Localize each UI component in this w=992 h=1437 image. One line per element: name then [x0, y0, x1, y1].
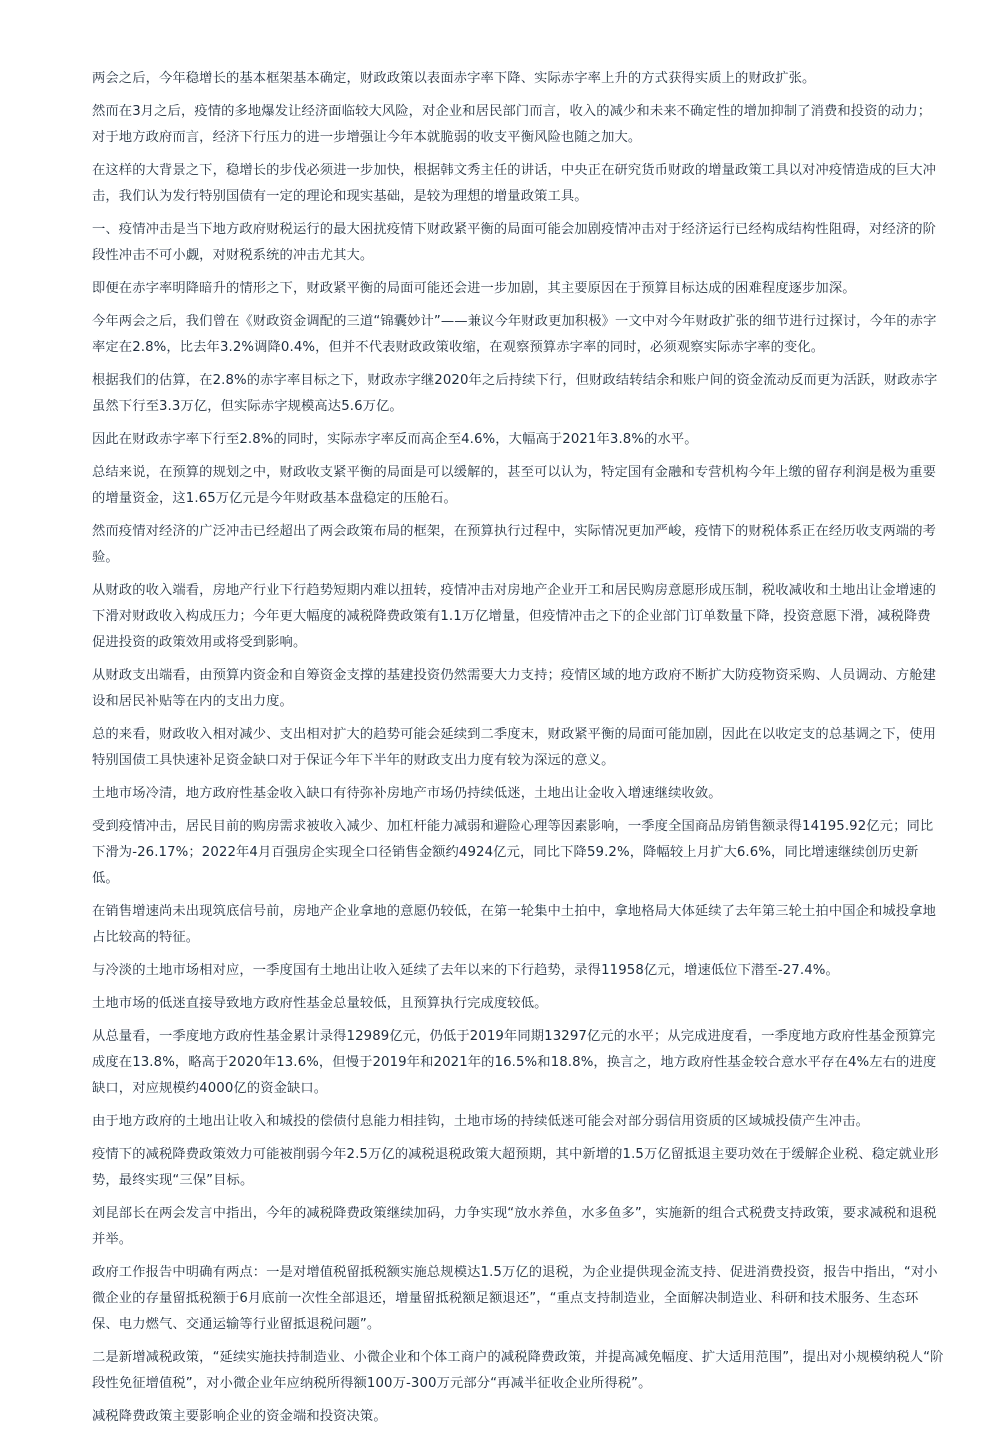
paragraph: 因此在财政赤字率下行至2.8%的同时，实际赤字率反而高企至4.6%，大幅高于2021年3.8%的水平。	[92, 432, 698, 447]
paragraph: 疫情下的减税降费政策效力可能被削弱今年2.5万亿的减税退税政策大超预期，其中新增的1.5万亿留抵退主要功效在于缓解企业税、稳定就业形势，最终实现“三保”目标。	[92, 1147, 939, 1188]
paragraph: 由于地方政府的土地出让收入和城投的偿债付息能力相挂钩，土地市场的持续低迷可能会对部分弱信用资质的区域城投债产生冲击。	[92, 1114, 870, 1129]
paragraph: 在销售增速尚未出现筑底信号前，房地产企业拿地的意愿仍较低，在第一轮集中土拍中，拿地格局大体延续了去年第三轮土拍中国企和城投拿地占比较高的特征。	[92, 904, 937, 945]
paragraph: 与冷淡的土地市场相对应，一季度国有土地出让收入延续了去年以来的下行趋势，录得11958亿元，增速低位下潜至-27.4%。	[92, 963, 839, 978]
paragraph: 从财政支出端看，由预算内资金和自筹资金支撑的基建投资仍然需要大力支持；疫情区域的地方政府不断扩大防疫物资采购、人员调动、方舱建设和居民补贴等在内的支出力度。	[92, 668, 937, 709]
paragraph: 减税降费政策主要影响企业的资金端和投资决策。	[92, 1409, 387, 1424]
paragraph: 然而在3月之后，疫情的多地爆发让经济面临较大风险，对企业和居民部门而言，收入的减少和未来不确定性的增加抑制了消费和投资的动力；对于地方政府而言，经济下行压力的进一步增强让今年本就脆弱的收支平衡风险也随之加大。	[92, 104, 932, 145]
document-body	[92, 66, 944, 1437]
paragraph: 根据我们的估算，在2.8%的赤字率目标之下，财政赤字继2020年之后持续下行，但财政结转结余和账户间的资金流动反而更为活跃，财政赤字虽然下行至3.3万亿，但实际赤字规模高达5.6万亿。	[92, 373, 938, 414]
paragraph: 总的来看，财政收入相对减少、支出相对扩大的趋势可能会延续到二季度末，财政紧平衡的局面可能加剧，因此在以收定支的总基调之下，使用特别国债工具快速补足资金缺口对于保证今年下半年的财政支出力度有较为深远的意义。	[92, 727, 937, 768]
paragraph: 土地市场冷清，地方政府性基金收入缺口有待弥补房地产市场仍持续低迷，土地出让金收入增速继续收敛。	[92, 786, 722, 801]
paragraph: 从财政的收入端看，房地产行业下行趋势短期内难以扭转，疫情冲击对房地产企业开工和居民购房意愿形成压制，税收减收和土地出让金增速的下滑对财政收入构成压力；今年更大幅度的减税降费政策有1.1万亿增量，但疫情冲击之下的企业部门订单数量下降，投资意愿下滑，减税降费促进投资的政策效用或将受到影响。	[92, 583, 937, 650]
paragraph: 总结来说，在预算的规划之中，财政收支紧平衡的局面是可以缓解的，甚至可以认为，特定国有金融和专营机构今年上缴的留存利润是极为重要的增量资金，这1.65万亿元是今年财政基本盘稳定的压舱石。	[92, 465, 937, 506]
paragraph: 政府工作报告中明确有两点：一是对增值税留抵税额实施总规模达1.5万亿的退税，为企业提供现金流支持、促进消费投资，报告中指出，“对小微企业的存量留抵税额于6月底前一次性全部退还，增量留抵税额足额退还”，“重点支持制造业，全面解决制造业、科研和技术服务、生态环保、电力燃气、交通运输等行业留抵退税问题”。	[92, 1265, 938, 1332]
paragraph: 然而疫情对经济的广泛冲击已经超出了两会政策布局的框架，在预算执行过程中，实际情况更加严峻，疫情下的财税体系正在经历收支两端的考验。	[92, 524, 937, 565]
paragraph: 受到疫情冲击，居民目前的购房需求被收入减少、加杠杆能力减弱和避险心理等因素影响，一季度全国商品房销售额录得14195.92亿元；同比下滑为-26.17%；2022年4月百强房企实现全口径销售金额约4924亿元，同比下降59.2%，降幅较上月扩大6.6%，同比增速继续创历史新低。	[92, 819, 934, 886]
paragraph: 刘昆部长在两会发言中指出，今年的减税降费政策继续加码，力争实现“放水养鱼，水多鱼多”，实施新的组合式税费支持政策，要求减税和退税并举。	[92, 1206, 937, 1247]
paragraph: 即便在赤字率明降暗升的情形之下，财政紧平衡的局面可能还会进一步加剧，其主要原因在于预算目标达成的困难程度逐步加深。	[92, 281, 856, 296]
paragraph: 在这样的大背景之下，稳增长的步伐必须进一步加快，根据韩文秀主任的讲话，中央正在研究货币财政的增量政策工具以对冲疫情造成的巨大冲击，我们认为发行特别国债有一定的理论和现实基础，是较为理想的增量政策工具。	[92, 163, 937, 204]
paragraph: 二是新增减税政策，“延续实施扶持制造业、小微企业和个体工商户的减税降费政策，并提高减免幅度、扩大适用范围”，提出对小规模纳税人“阶段性免征增值税”，对小微企业年应纳税所得额100万-300万元部分“再减半征收企业所得税”。	[92, 1350, 944, 1391]
paragraph: 一、疫情冲击是当下地方政府财税运行的最大困扰疫情下财政紧平衡的局面可能会加剧疫情冲击对于经济运行已经构成结构性阻碍，对经济的阶段性冲击不可小觑，对财税系统的冲击尤其大。	[92, 222, 937, 263]
paragraph: 从总量看，一季度地方政府性基金累计录得12989亿元，仍低于2019年同期13297亿元的水平；从完成进度看，一季度地方政府性基金预算完成度在13.8%，略高于2020年13.6%，但慢于2019年和2021年的16.5%和18.8%，换言之，地方政府性基金较合意水平存在4%左右的进度缺口，对应规模约4000亿的资金缺口。	[92, 1029, 937, 1096]
paragraph: 今年两会之后，我们曾在《财政资金调配的三道“锦囊妙计”——兼议今年财政更加积极》一文中对今年财政扩张的细节进行过探讨，今年的赤字率定在2.8%，比去年3.2%调降0.4%，但并不代表财政政策收缩，在观察预算赤字率的同时，必须观察实际赤字率的变化。	[92, 314, 937, 355]
paragraph: 两会之后，今年稳增长的基本框架基本确定，财政政策以表面赤字率下降、实际赤字率上升的方式获得实质上的财政扩张。	[92, 71, 816, 86]
paragraph: 土地市场的低迷直接导致地方政府性基金总量较低，且预算执行完成度较低。	[92, 996, 548, 1011]
